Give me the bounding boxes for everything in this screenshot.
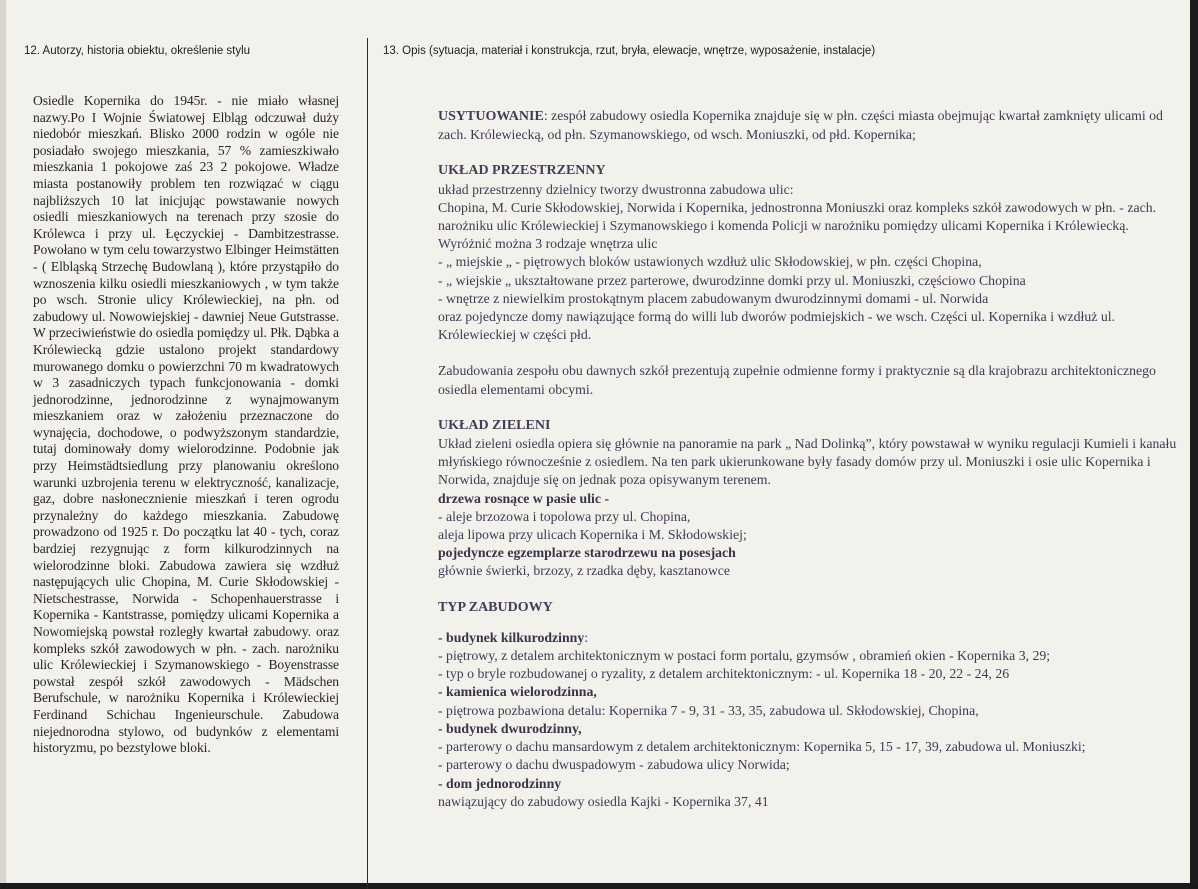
history-column <box>33 93 339 757</box>
spatial-line: Chopina, M. Curie Skłodowskiej, Norwida i Kopernika, jednostronna Moniuszki oraz kompleks szkół zawodowych w płn. - zach. narożniku ulic Królewieckiej i Szymanowskiego i komenda Policji w narożniku pomiędzy ulicami Kopernika i Królewiecką. <box>438 199 1157 234</box>
multi-family-line: - piętrowy, z detalem architektonicznym w postaci form portalu, gzymsów , obramień okien - Kopernika 3, 29; <box>438 648 1051 664</box>
spatial-line: - wnętrze z niewielkim prostokątnym placem zabudowanym dwurodzinnymi domami - ul. Norwida <box>438 290 989 306</box>
old-trees-heading: pojedyncze egzemplarze starodrzewu na posesjach <box>438 545 736 561</box>
spatial-line: oraz pojedyncze domy nawiązujące formą do willi lub dworów podmiejskich - we wsch. Części ul. Kopernika i wzdłuż ul. Królewieckiej w części płd. <box>438 309 1115 343</box>
location-heading: USYTUOWANIE <box>438 109 544 124</box>
history-text: Osiedle Kopernika do 1945r. - nie miało własnej nazwy.Po I Wojnie Światowej Elbląg odczuwał duży niedobór mieszkań. Blisko 2000 rodzin w ogóle nie posiadało swojego mieszkania, 57 % zamieszkiwało mieszkania 1 pokojowe zaś 23 2 pokojowe. Władze miasta postanowiły problem ten rozwiązać w ciągu najbliższych 10 lat inicjując powstawanie nowych osiedli mieszkaniowych na terenach przy szosie do Królewca i przy ul. Łęczyckiej - Dambitzestrasse. Powołano w tym celu towarzystwo Elbinger Heimstätten - ( Elbląską Strzechę Budowlaną ), które przystąpiło do wznoszenia kilku osiedli mieszkaniowych , w tym także po wsch. Stronie ulicy Królewieckiej, na płn. od zabudowy ul. Nowowiejskiej - dawniej Neue Gutstrasse. W przeciwieństwie do osiedla pomiędzy ul. Płk. Dąbka a Królewiecką gdzie ustalono projekt standardowy murowanego domku o powierzchni 70 m kwadratowych w 3 zasadniczych typach funkcjonowania - domki jednorodzinne, jednorodzinne z wynajmowanym mieszkaniem oraz w założeniu przeznaczone do wynajęcia, dochodowe, o podwyższonym standardzie, tutaj dominowały domy wielorodzinne. Podobnie jak przy Heimstädtsiedlung przy planowaniu określono warunki uzbrojenia terenu w elektryczność, kanalizacje, gaz, dobre nasłonecznienie mieszkań i teren ogrodu przynależny do każdego mieszkania. Zabudowę prowadzono od 1925 r. Do początku lat 40 - tych, coraz bardziej rezygnując z form kilkurodzinnych na wielorodzinne bloki. Zabudowa zawiera się wzdłuż następujących ulic Chopina, M. Curie Skłodowskiej - Nietschestrasse, Norwida - Schopenhauerstrasse i Kopernika - Kantstrasse, pomiędzy ulicami Kopernika a Nowomiejską powstał rozległy kwartał zabudowy. oraz kompleks szkół zawodowych w płn. - zach. narożniku ulic Królewieckiej i Szymanowskiego - Boyenstrasse powstał zespół szkół zawodowych - Mädschen Berufschule, w narożniku Kopernika i Królewieckiej Ferdinand Schichau Ingenieurschule. Zabudowa niejednorodna stylowo, od budynków z elementami historyzmu, po bezstylowe bloki. <box>33 93 339 756</box>
two-family-line: - parterowy o dachu mansardowym z detalem architektonicznym: Kopernika 5, 15 - 17, 39, zabudowa ul. Moniuszki; <box>438 739 1086 755</box>
scan-edge-bottom <box>0 883 1198 889</box>
street-trees-line: - aleje brzozowa i topolowa przy ul. Chopina, <box>438 508 691 524</box>
tenement-heading: - kamienica wielorodzinna, <box>438 684 597 700</box>
street-trees-line: aleja lipowa przy ulicach Kopernika i M. Skłodowskiej; <box>438 527 747 543</box>
tenement-line: - piętrowa pozbawiona detalu: Kopernika 7 - 9, 31 - 33, 35, zabudowa ul. Skłodowskiej, Chopina, <box>438 702 979 718</box>
two-family-heading: - budynek dwurodzinny, <box>438 720 582 736</box>
old-trees-text: głównie świerki, brzozy, z rzadka dęby, kasztanowce <box>438 563 731 579</box>
location-paragraph <box>438 107 1178 144</box>
greenery-text: Układ zieleni osiedla opiera się głównie na panoramie na park „ Nad Dolinką”, który powstawał w wyniku regulacji Kumieli i kanału młyńskiego równocześnie z osiedlem. Na ten park ukierunkowane były fasady domów przy ul. Moniuszki i osie ulic Kopernika i Norwida, znajduje się on jednak poza opisywanym terenem. <box>438 436 1177 488</box>
single-family-line: nawiązujący do zabudowy osiedla Kajki - Kopernika 37, 41 <box>438 793 769 809</box>
greenery-heading: UKŁAD ZIELENI <box>438 417 551 433</box>
section-13-header: 13. Opis (sytuacja, materiał i konstrukcja, rzut, bryła, elewacje, wnętrze, wyposażenie, instalacje) <box>383 45 876 57</box>
spatial-line: układ przestrzenny dzielnicy tworzy dwustronna zabudowa ulic: <box>438 181 794 197</box>
spatial-line: Wyróżnić można 3 rodzaje wnętrza ulic <box>438 236 658 252</box>
street-trees-heading: drzewa rosnące w pasie ulic - <box>438 490 610 506</box>
scan-edge-left <box>0 0 6 889</box>
single-family-heading: - dom jednorodzinny <box>438 775 562 791</box>
description-column <box>438 107 1178 811</box>
scan-edge-right <box>1190 0 1198 889</box>
building-type-heading: TYP ZABUDOWY <box>438 599 553 615</box>
spatial-line: - „ wiejskie „ ukształtowane przez parterowe, dwurodzinne domki przy ul. Moniuszki, częściowo Chopina <box>438 272 1026 288</box>
schools-paragraph: Zabudowania zespołu obu dawnych szkół prezentują zupełnie odmienne formy i praktycznie są dla krajobrazu architektonicznego osiedla elementami obcymi. <box>438 363 1156 397</box>
spatial-layout-heading: UKŁAD PRZESTRZENNY <box>438 163 606 179</box>
location-text: : zespół zabudowy osiedla Kopernika znajduje się w płn. części miasta obejmując kwartał zamknięty ulicami od zach. Królewiecką, od płn. Szymanowskiego, od wsch. Moniuszki, od płd. Kopernika; <box>438 108 1163 143</box>
column-divider <box>367 38 368 889</box>
multi-family-heading: - budynek kilkurodzinny: <box>438 629 589 645</box>
section-12-header: 12. Autorzy, historia obiektu, określenie stylu <box>24 45 251 57</box>
spatial-line: - „ miejskie „ - piętrowych bloków ustawionych wzdłuż ulic Skłodowskiej, w płn. części Chopina, <box>438 254 982 270</box>
multi-family-line: - typ o bryle rozbudowanej o ryzality, z detalem architektonicznym: - ul. Kopernika 18 - 20, 22 - 24, 26 <box>438 666 1010 682</box>
two-family-line: - parterowy o dachu dwuspadowym - zabudowa ulicy Norwida; <box>438 757 790 773</box>
